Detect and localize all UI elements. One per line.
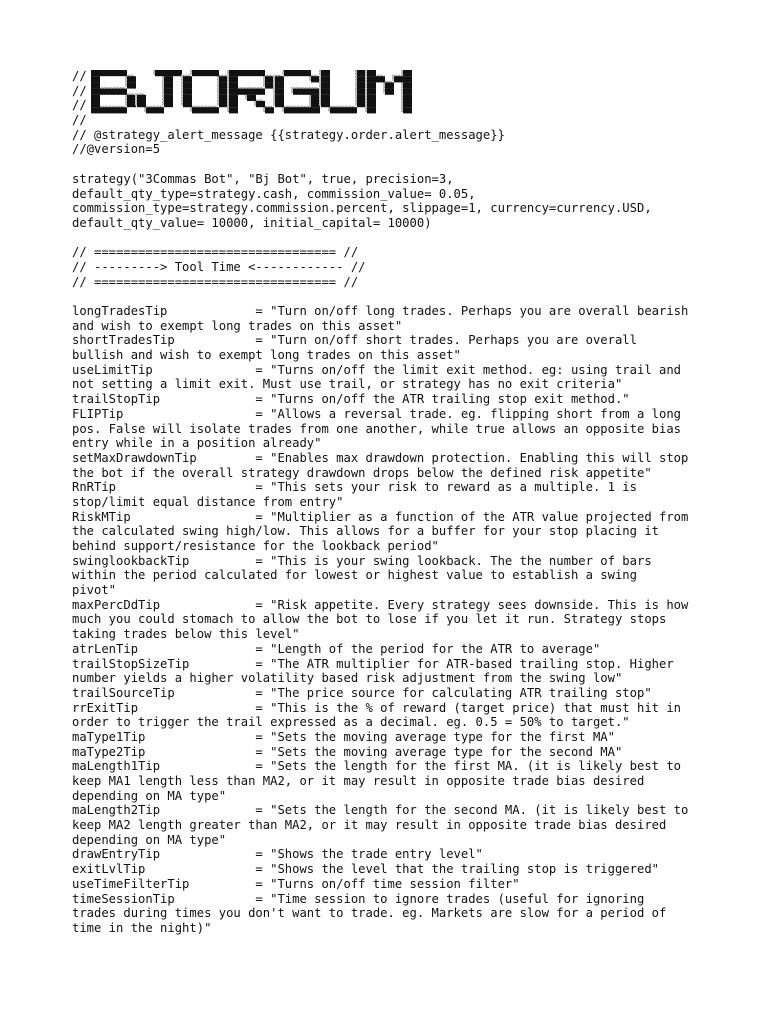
tip-definition	[72, 333, 732, 362]
tip-definition	[72, 892, 732, 936]
tip-definition	[72, 304, 732, 333]
code-line: maLength1Tip = "Sets the length for the first MA. (it is likely best to	[72, 759, 682, 774]
code-line: longTradesTip = "Turn on/off long trades. Perhaps you are overall bearish	[72, 304, 689, 319]
code-line: useTimeFilterTip = "Turns on/off time session filter"	[72, 876, 520, 891]
code-line: the bot if the overall strategy drawdown drops below the defined risk appetite"	[72, 465, 652, 480]
tip-definition	[72, 657, 732, 686]
code-line: useLimitTip = "Turns on/off the limit exit method. eg: using trail and	[72, 362, 682, 377]
tip-definition	[72, 745, 732, 760]
section-header	[72, 245, 732, 289]
tip-definition	[72, 862, 732, 877]
code-line: RiskMTip = "Multiplier as a function of the ATR value projected from	[72, 509, 689, 524]
code-line: trades during times you don't want to trade. eg. Markets are slow for a period of	[72, 906, 667, 921]
tip-definition	[72, 554, 732, 598]
code-line: stop/limit equal distance from entry"	[72, 494, 344, 509]
code-line: swinglookbackTip = "This is your swing lookback. The the number of bars	[72, 553, 652, 568]
code-line: commission_type=strategy.commission.percent, slippage=1, currency=currency.USD,	[72, 201, 652, 216]
tip-definition	[72, 510, 732, 554]
code-line: pivot"	[72, 583, 117, 598]
code-line: pos. False will isolate trades from one another, while true allows an opposite bias	[72, 421, 682, 436]
code-line: taking trades below this level"	[72, 627, 300, 642]
code-line: default_qty_type=strategy.cash, commission_value= 0.05,	[72, 186, 476, 201]
code-line: keep MA2 length greater than MA2, or it may result in opposite trade bias desired	[72, 818, 667, 833]
tip-definition	[72, 701, 732, 730]
code-line: trailSourceTip = "The price source for calculating ATR trailing stop"	[72, 685, 652, 700]
code-line: drawEntryTip = "Shows the trade entry level"	[72, 847, 483, 862]
comment-line: // ================================= //	[72, 274, 359, 289]
tip-definition	[72, 759, 732, 803]
tip-definition	[72, 363, 732, 392]
code-line: keep MA1 length less than MA2, or it may result in opposite trade bias desired	[72, 774, 645, 789]
alert-message-comment: // @strategy_alert_message {{strategy.order.alert_message}}	[72, 127, 505, 142]
tip-definition	[72, 847, 732, 862]
code-line: the calculated swing high/low. This allows for a buffer for your stop placing it	[72, 524, 659, 539]
code-line: rrExitTip = "This is the % of reward (target price) that must hit in	[72, 700, 682, 715]
code-line: within the period calculated for lowest or highest value to establish a swing	[72, 568, 637, 583]
code-line: atrLenTip = "Length of the period for the ATR to average"	[72, 641, 601, 656]
code-line: default_qty_value= 10000, initial_capital= 10000)	[72, 215, 432, 230]
code-line: timeSessionTip = "Time session to ignore trades (useful for ignoring	[72, 891, 645, 906]
tip-definition	[72, 392, 732, 407]
comment-line: //	[72, 69, 87, 83]
code-line: depending on MA type"	[72, 788, 227, 803]
tip-definition	[72, 407, 732, 451]
code-line: maxPercDdTip = "Risk appetite. Every strategy sees downside. This is how	[72, 597, 689, 612]
tip-definition	[72, 642, 732, 657]
bjorgum-ascii-logo	[91, 70, 421, 116]
comment-line: // ---------> Tool Time <------------ //	[72, 259, 366, 274]
comment-line: //	[72, 113, 87, 128]
code-line: RnRTip = "This sets your risk to reward as a multiple. 1 is	[72, 480, 637, 495]
tip-definition	[72, 877, 732, 892]
code-line: setMaxDrawdownTip = "Enables max drawdown protection. Enabling this will stop	[72, 450, 689, 465]
version-comment: //@version=5	[72, 142, 161, 157]
code-line: not setting a limit exit. Must use trail, or strategy has no exit criteria"	[72, 377, 623, 392]
tooltip-definitions	[72, 304, 732, 936]
comment-line: // ================================= //	[72, 245, 359, 260]
tip-definition	[72, 730, 732, 745]
code-line: maType2Tip = "Sets the moving average type for the second MA"	[72, 744, 623, 759]
ascii-banner	[72, 69, 732, 128]
comment-line: //	[72, 98, 87, 113]
code-line: strategy("3Commas Bot", "Bj Bot", true, precision=3,	[72, 171, 454, 186]
tip-definition	[72, 451, 732, 480]
code-line: order to trigger the trail expressed as a decimal. eg. 0.5 = 50% to target."	[72, 715, 630, 730]
code-line: depending on MA type"	[72, 832, 227, 847]
code-line: number yields a higher volatility based risk adjustment from the swing low"	[72, 671, 623, 686]
tip-definition	[72, 598, 732, 642]
tip-definition	[72, 803, 732, 847]
code-line: time in the night)"	[72, 920, 212, 935]
code-line: much you could stomach to allow the bot to lose if you let it run. Strategy stops	[72, 612, 667, 627]
comment-line: //	[72, 83, 87, 98]
code-line: maLength2Tip = "Sets the length for the second MA. (it is likely best to	[72, 803, 689, 818]
tip-definition	[72, 686, 732, 701]
code-line: exitLvlTip = "Shows the level that the trailing stop is triggered"	[72, 862, 659, 877]
tip-definition	[72, 480, 732, 509]
code-line: bullish and wish to exempt long trades on this asset"	[72, 348, 461, 363]
strategy-declaration	[72, 172, 732, 231]
code-line: entry while in a position already"	[72, 436, 322, 451]
code-line: behind support/resistance for the lookback period"	[72, 539, 439, 554]
code-line: trailStopTip = "Turns on/off the ATR trailing stop exit method."	[72, 392, 630, 407]
code-line: and wish to exempt long trades on this asset"	[72, 318, 403, 333]
code-line: maType1Tip = "Sets the moving average type for the first MA"	[72, 729, 615, 744]
code-line: shortTradesTip = "Turn on/off short trades. Perhaps you are overall	[72, 333, 637, 348]
code-line: FLIPTip = "Allows a reversal trade. eg. flipping short from a long	[72, 406, 682, 421]
code-line: trailStopSizeTip = "The ATR multiplier for ATR-based trailing stop. Higher	[72, 656, 674, 671]
code-document	[72, 69, 732, 936]
